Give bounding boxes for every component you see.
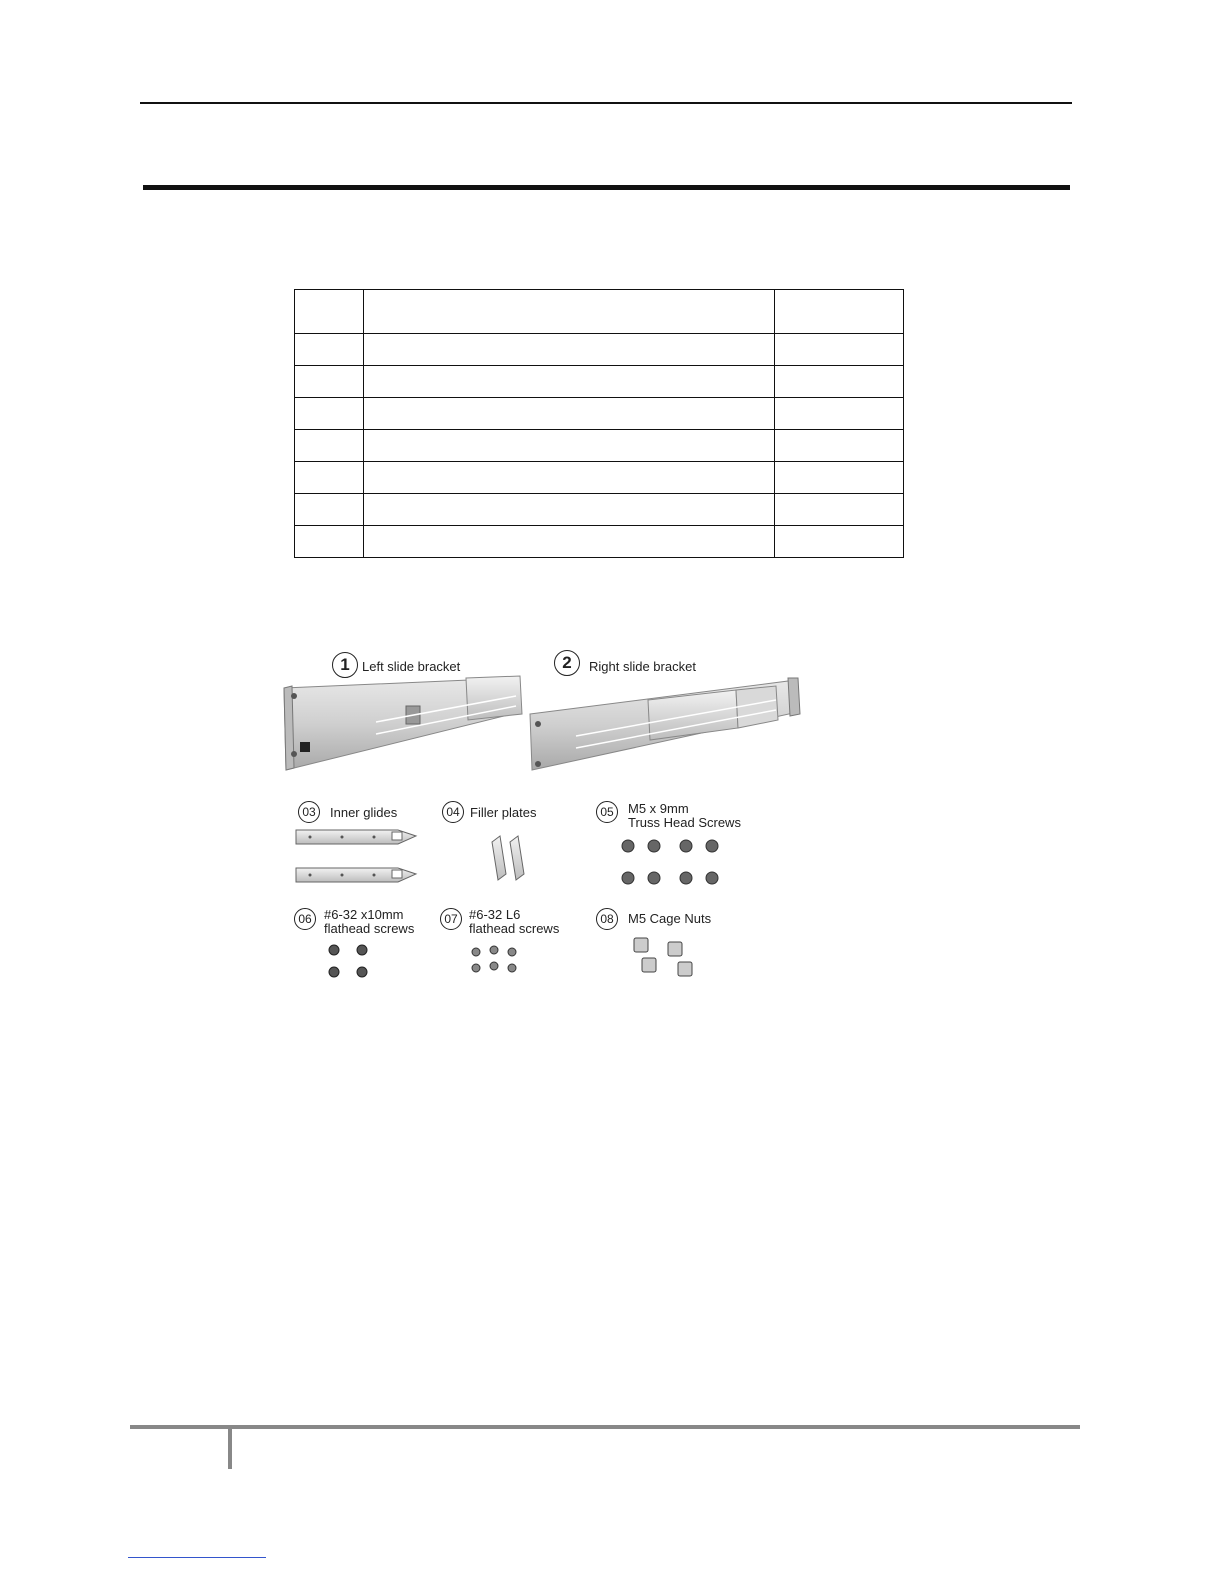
left-slide-bracket: [284, 676, 522, 770]
item-number-04: 04: [442, 801, 464, 823]
item-number-06: 06: [294, 908, 316, 930]
item-label-flathead-l6-line2: flathead screws: [469, 921, 560, 936]
item-label-left-slide-bracket: Left slide bracket: [362, 659, 461, 674]
right-slide-bracket: [530, 678, 800, 770]
item-label-flathead-10mm-line2: flathead screws: [324, 921, 415, 936]
item-label-flathead-10mm: #6-32 x10mm: [324, 907, 404, 922]
item-label-cage-nuts: M5 Cage Nuts: [628, 911, 712, 926]
footer-rule: [130, 1425, 1080, 1429]
item-number-1: 1: [332, 652, 358, 678]
inner-glides: [296, 830, 416, 882]
table-row: [295, 398, 904, 430]
item-label-flathead-l6: #6-32 L6: [469, 907, 521, 922]
table-row: [295, 366, 904, 398]
footer-link-underline[interactable]: [128, 1557, 266, 1558]
item-number-07: 07: [440, 908, 462, 930]
item-number-05: 05: [596, 801, 618, 823]
table-row: [295, 494, 904, 526]
item-label-m5-screws-line2: Truss Head Screws: [628, 815, 741, 830]
item-number-08: 08: [596, 908, 618, 930]
item-label-filler-plates: Filler plates: [470, 805, 537, 820]
section-rule: [143, 185, 1070, 190]
table-row: [295, 334, 904, 366]
filler-plates: [492, 836, 524, 880]
table-header-row: [295, 290, 904, 334]
item-number-03: 03: [298, 801, 320, 823]
m5-cage-nuts: [634, 938, 692, 976]
flathead-screws-l6: [472, 946, 516, 972]
header-rule: [140, 102, 1072, 104]
footer-divider: [228, 1429, 232, 1469]
table-row: [295, 430, 904, 462]
table-row: [295, 462, 904, 494]
rail-kit-figure: [276, 640, 816, 1000]
item-number-2: 2: [554, 650, 580, 676]
parts-table: [294, 289, 904, 558]
flathead-screws-10mm: [329, 945, 367, 977]
item-label-m5-screws: M5 x 9mm: [628, 801, 689, 816]
truss-head-screws: [622, 840, 718, 884]
table-row: [295, 526, 904, 558]
item-label-right-slide-bracket: Right slide bracket: [589, 659, 696, 674]
item-label-inner-glides: Inner glides: [330, 805, 398, 820]
